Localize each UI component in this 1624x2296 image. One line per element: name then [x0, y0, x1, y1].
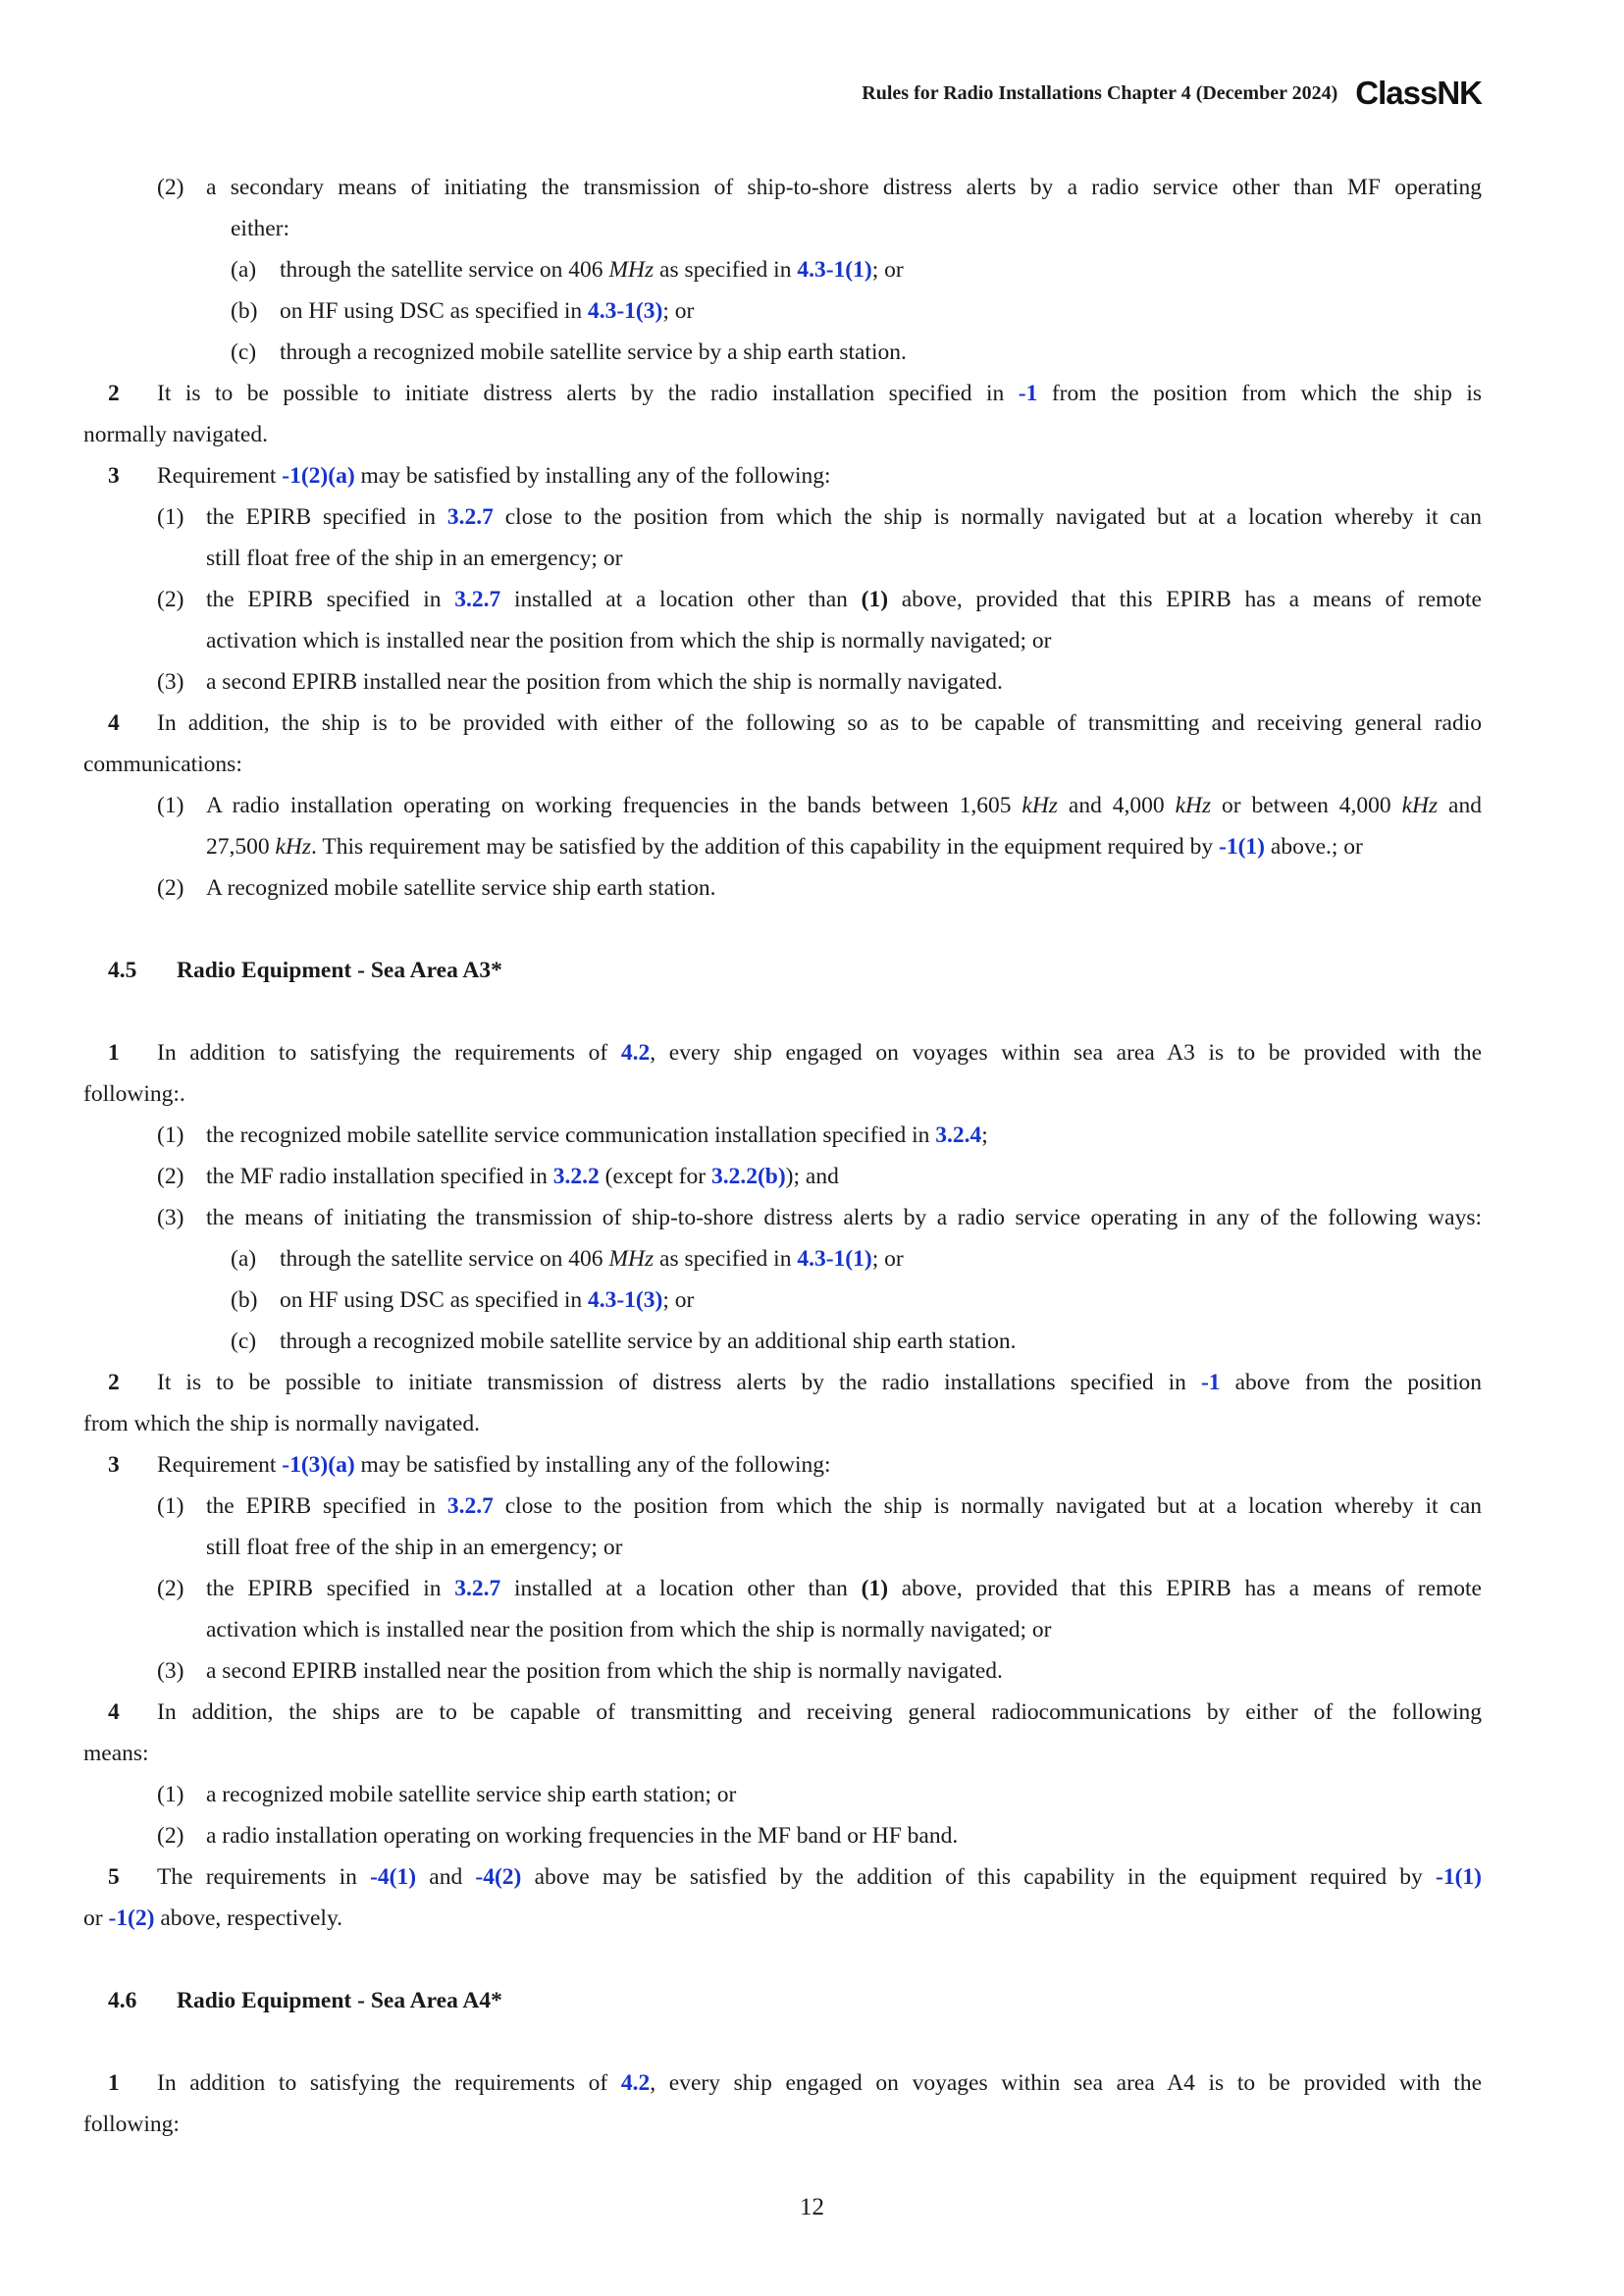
- section-heading-4-6: 4.6 Radio Equipment - Sea Area A4*: [108, 1988, 502, 2013]
- para-4-item-2: (2) A recognized mobile satellite service ship earth station.: [157, 875, 716, 901]
- para-4-item-1-line-2: 27,500 kHz. This requirement may be satisfied by the addition of this capability in the equipment required by -1(1) above.; or: [206, 834, 1363, 860]
- a4-para-1: 1 In addition to satisfying the requirements of 4.2, every ship engaged on voyages within sea area A4 is to be provided with the: [108, 2070, 1483, 2096]
- a3-para-3-item-1: (1) the EPIRB specified in 3.2.7 close to the position from which the ship is normally navigated but at a location whereby it can: [157, 1493, 1482, 1519]
- ref-link[interactable]: -1(2)(a): [282, 463, 355, 489]
- a3-para-4-item-1: (1) a recognized mobile satellite service ship earth station; or: [157, 1782, 737, 1807]
- page-number: 12: [800, 2194, 824, 2220]
- ref-link[interactable]: 4.3-1(3): [587, 1287, 663, 1313]
- a3-para-2-line-2: from which the ship is normally navigated.: [83, 1411, 480, 1436]
- a3-subitem-a: (a) through the satellite service on 406 MHz as specified in 4.3-1(1); or: [231, 1246, 904, 1272]
- para-3-item-2: (2) the EPIRB specified in 3.2.7 installed at a location other than (1) above, provided that this EPIRB has a means of remote: [157, 587, 1482, 612]
- subitem-c: (c) through a recognized mobile satellite service by a ship earth station.: [231, 339, 907, 365]
- a3-para-4-line-2: means:: [83, 1741, 149, 1766]
- a3-item-2: (2) the MF radio installation specified in 3.2.2 (except for 3.2.2(b)); and: [157, 1164, 839, 1189]
- para-3-item-2-line-2: activation which is installed near the position from which the ship is normally navigated; or: [206, 628, 1052, 653]
- a3-para-5-line-2: or -1(2) above, respectively.: [83, 1905, 343, 1931]
- a3-para-3-item-2-line-2: activation which is installed near the position from which the ship is normally navigated; or: [206, 1617, 1052, 1643]
- ref-link[interactable]: 4.3-1(1): [797, 1246, 872, 1272]
- ref-link[interactable]: 3.2.7: [446, 1493, 494, 1519]
- ref-link[interactable]: -1: [1018, 381, 1038, 406]
- ref-link[interactable]: 4.2: [620, 2070, 651, 2096]
- header-title: Rules for Radio Installations Chapter 4 (December 2024): [862, 81, 1338, 104]
- a3-para-3-item-2: (2) the EPIRB specified in 3.2.7 installed at a location other than (1) above, provided that this EPIRB has a means of remote: [157, 1576, 1482, 1601]
- ref-link[interactable]: -4(1): [370, 1864, 417, 1890]
- para-3-item-1-line-2: still float free of the ship in an emergency; or: [206, 546, 623, 571]
- a3-para-3-item-1-line-2: still float free of the ship in an emergency; or: [206, 1535, 623, 1560]
- para-4: 4 In addition, the ship is to be provided with either of the following so as to be capable of transmitting and receiving general radio: [108, 710, 1482, 736]
- para-2-line-2: normally navigated.: [83, 422, 268, 447]
- ref-link[interactable]: 4.3-1(1): [797, 257, 872, 283]
- ref-link[interactable]: -1(3)(a): [282, 1452, 355, 1478]
- ref-link[interactable]: -1: [1200, 1370, 1221, 1395]
- a3-para-4: 4 In addition, the ships are to be capable of transmitting and receiving general radiocommunications by either of the following: [108, 1699, 1482, 1725]
- classnk-logo: ClassNK: [1355, 75, 1482, 111]
- para-3-item-3: (3) a second EPIRB installed near the position from which the ship is normally navigated.: [157, 669, 1003, 695]
- subitem-b: (b) on HF using DSC as specified in 4.3-1(3); or: [231, 298, 695, 324]
- ref-link[interactable]: 3.2.7: [446, 504, 494, 530]
- a3-para-1-line-2: following:.: [83, 1081, 185, 1107]
- item-2-line-1: (2) a secondary means of initiating the transmission of ship-to-shore distress alerts by a radio service other than MF operating: [157, 175, 1482, 200]
- a3-para-2: 2 It is to be possible to initiate transmission of distress alerts by the radio installations specified in -1 above from the position: [108, 1370, 1483, 1395]
- page-header: [0, 75, 1482, 112]
- ref-link[interactable]: 3.2.7: [454, 1576, 501, 1601]
- ref-link[interactable]: 3.2.7: [454, 587, 501, 612]
- document-body: [83, 167, 1483, 2145]
- a3-subitem-b: (b) on HF using DSC as specified in 4.3-1(3); or: [231, 1287, 695, 1313]
- a4-para-1-line-2: following:: [83, 2112, 180, 2137]
- ref-link[interactable]: 3.2.4: [935, 1122, 982, 1148]
- ref-link[interactable]: -1(2): [108, 1905, 155, 1931]
- a3-item-3: (3) the means of initiating the transmission of ship-to-shore distress alerts by a radio service operating in any of the following ways:: [157, 1205, 1482, 1230]
- para-4-line-2: communications:: [83, 752, 242, 777]
- a3-para-1: 1 In addition to satisfying the requirements of 4.2, every ship engaged on voyages within sea area A3 is to be provided with the: [108, 1040, 1483, 1066]
- a3-item-1: (1) the recognized mobile satellite service communication installation specified in 3.2.4;: [157, 1122, 988, 1148]
- subitem-a: (a) through the satellite service on 406 MHz as specified in 4.3-1(1); or: [231, 257, 904, 283]
- para-4-item-1: (1) A radio installation operating on working frequencies in the bands between 1,605 kHz and 4,000 kHz or between 4,000 kHz and: [157, 793, 1482, 818]
- section-heading-4-5: 4.5 Radio Equipment - Sea Area A3*: [108, 958, 502, 983]
- ref-link[interactable]: 3.2.2: [552, 1164, 600, 1189]
- a3-para-5: 5 The requirements in -4(1) and -4(2) above may be satisfied by the addition of this capability in the equipment required by -1(1): [108, 1864, 1482, 1890]
- ref-link[interactable]: 4.2: [620, 1040, 651, 1066]
- a3-para-3: 3 Requirement -1(3)(a) may be satisfied by installing any of the following:: [108, 1452, 831, 1478]
- ref-link[interactable]: 4.3-1(3): [587, 298, 663, 324]
- item-2-line-2: either:: [231, 216, 290, 241]
- ref-link[interactable]: 3.2.2(b): [710, 1164, 786, 1189]
- para-2: 2 It is to be possible to initiate distress alerts by the radio installation specified in -1 from the position from which the ship is: [108, 381, 1482, 406]
- ref-link[interactable]: -4(2): [475, 1864, 522, 1890]
- a3-para-3-item-3: (3) a second EPIRB installed near the position from which the ship is normally navigated.: [157, 1658, 1003, 1684]
- ref-link[interactable]: -1(1): [1219, 834, 1266, 860]
- a3-para-4-item-2: (2) a radio installation operating on working frequencies in the MF band or HF band.: [157, 1823, 959, 1849]
- para-3-item-1: (1) the EPIRB specified in 3.2.7 close to the position from which the ship is normally navigated but at a location whereby it can: [157, 504, 1482, 530]
- ref-link[interactable]: -1(1): [1436, 1864, 1482, 1890]
- a3-subitem-c: (c) through a recognized mobile satellite service by an additional ship earth station.: [231, 1329, 1017, 1354]
- para-3: 3 Requirement -1(2)(a) may be satisfied by installing any of the following:: [108, 463, 831, 489]
